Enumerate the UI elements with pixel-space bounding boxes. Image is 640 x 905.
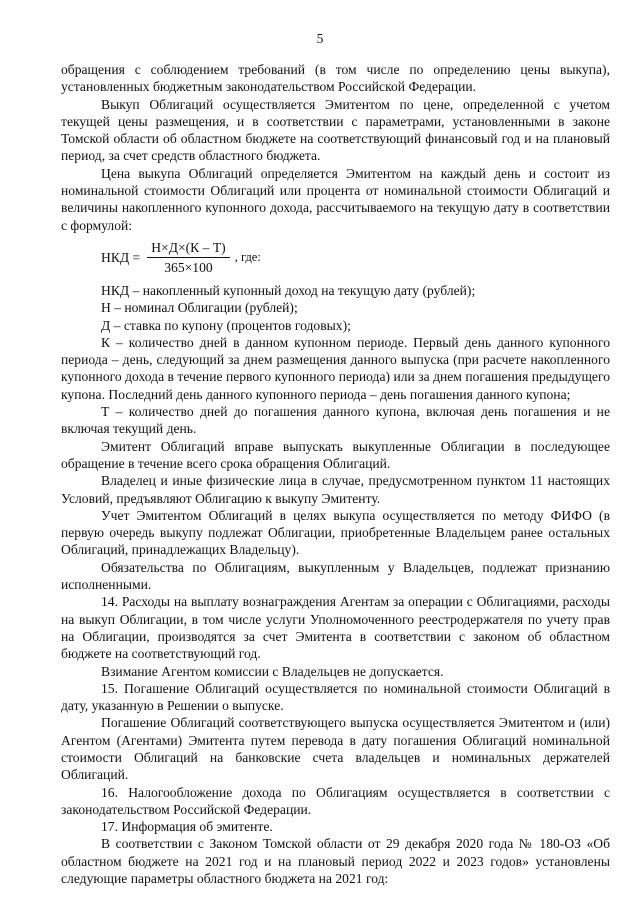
paragraph-no-commission: Взимание Агентом комиссии с Владельцев не допускается. <box>101 663 444 679</box>
paragraph-continuation: обращения с соблюдением требований (в том числе по определению цены выкупа), установленных бюджетным законодательством Российской Федерации. <box>61 62 610 95</box>
legend-nkd: НКД – накопленный купонный доход на текущую дату (рублей); <box>101 282 476 298</box>
paragraph-obligations-fulfilled: Обязательства по Облигациям, выкупленным у Владельцев, подлежат признанию исполненными. <box>61 559 610 593</box>
formula-denominator: 365×100 <box>164 259 213 275</box>
legend-t: Т – количество дней до погашения данного купона, включая день погашения и не включая текущий день. <box>61 404 610 437</box>
paragraph-fifo: Учет Эмитентом Облигаций в целях выкупа осуществляется по методу ФИФО (в первую очередь выкупу подлежат Облигации, приобретенные Владельцем ранее остальных Облигаций, принадлежащих Владельцу). <box>61 507 610 558</box>
paragraph-budget-law: В соответствии с Законом Томской области от 29 декабря 2020 года № 180-ОЗ «Об областном бюджете на 2021 год и на плановый период 2022 и 2023 годов» установлены следующие параметры областного бюджета на 2021 год: <box>61 836 610 887</box>
document-body <box>61 61 610 887</box>
paragraph-section-16: 16. Налогообложение дохода по Облигациям осуществляется в соответствии с законодательством Российской Федерации. <box>61 784 610 817</box>
paragraph-reissue: Эмитент Облигаций вправе выпускать выкупленные Облигации в последующее обращение в течение всего срока обращения Облигаций. <box>61 438 610 471</box>
paragraph-section-15: 15. Погашение Облигаций осуществляется по номинальной стоимости Облигаций в дату, указанную в Решении о выпуске. <box>61 680 610 714</box>
paragraph-buyback-price-formula-intro: Цена выкупа Облигаций определяется Эмитентом на каждый день и состоит из номинальной стоимости Облигаций или процента от номинальной стоимости Облигаций и величины накопленного купонного дохода, рассчитываемого на текущую дату в соответствии с формулой: <box>61 165 610 233</box>
legend-n: Н – номинал Облигации (рублей); <box>101 300 298 316</box>
paragraph-redemption-transfer: Погашение Облигаций соответствующего выпуска осуществляется Эмитентом и (или) Агентом (Агентами) Эмитента путем перевода в дату погашения Облигаций номинальной стоимости Облигаций на банковские счета владельцев и номинальных держателей Облигаций. <box>61 715 610 783</box>
formula-fraction <box>147 240 229 276</box>
accrued-coupon-formula <box>101 237 610 279</box>
formula-numerator: Н×Д×(К – Т) <box>147 240 229 258</box>
paragraph-buyback-price-basis: Выкуп Облигаций осуществляется Эмитентом по цене, определенной с учетом текущей цены размещения, и в соответствии с параметрами, установленными в законе Томской области об областном бюджете на соответствующий финансовый год и на плановый период, за счет средств областного бюджета. <box>61 96 610 164</box>
legend-d: Д – ставка по купону (процентов годовых); <box>101 317 351 333</box>
paragraph-section-14: 14. Расходы на выплату вознаграждения Агентам за операции с Облигациями, расходы на выкуп Облигации, в том числе услуги Уполномоченного реестродержателя по учету прав на Облигации, производятся за счет Эмитента в соответствии с законом об областном бюджете на соответствующий год. <box>61 594 610 662</box>
formula-lhs: НКД = <box>101 250 141 266</box>
paragraph-section-17: 17. Информация об эмитенте. <box>101 819 273 835</box>
paragraph-holders-redeem: Владелец и иные физические лица в случае, предусмотренном пунктом 11 настоящих Условий, предъявляют Облигацию к выкупу Эмитенту. <box>61 473 610 506</box>
formula-suffix: , где: <box>234 250 261 265</box>
legend-k: К – количество дней в данном купонном периоде. Первый день данного купонного периода – день, следующий за днем размещения данного выпуска (при расчете накопленного купонного дохода в течение первого купонного периода) или за днем погашения предыдущего купона. Последний день данного купонного периода – день погашения данного купона; <box>61 334 610 402</box>
page-number: 5 <box>316 31 324 46</box>
